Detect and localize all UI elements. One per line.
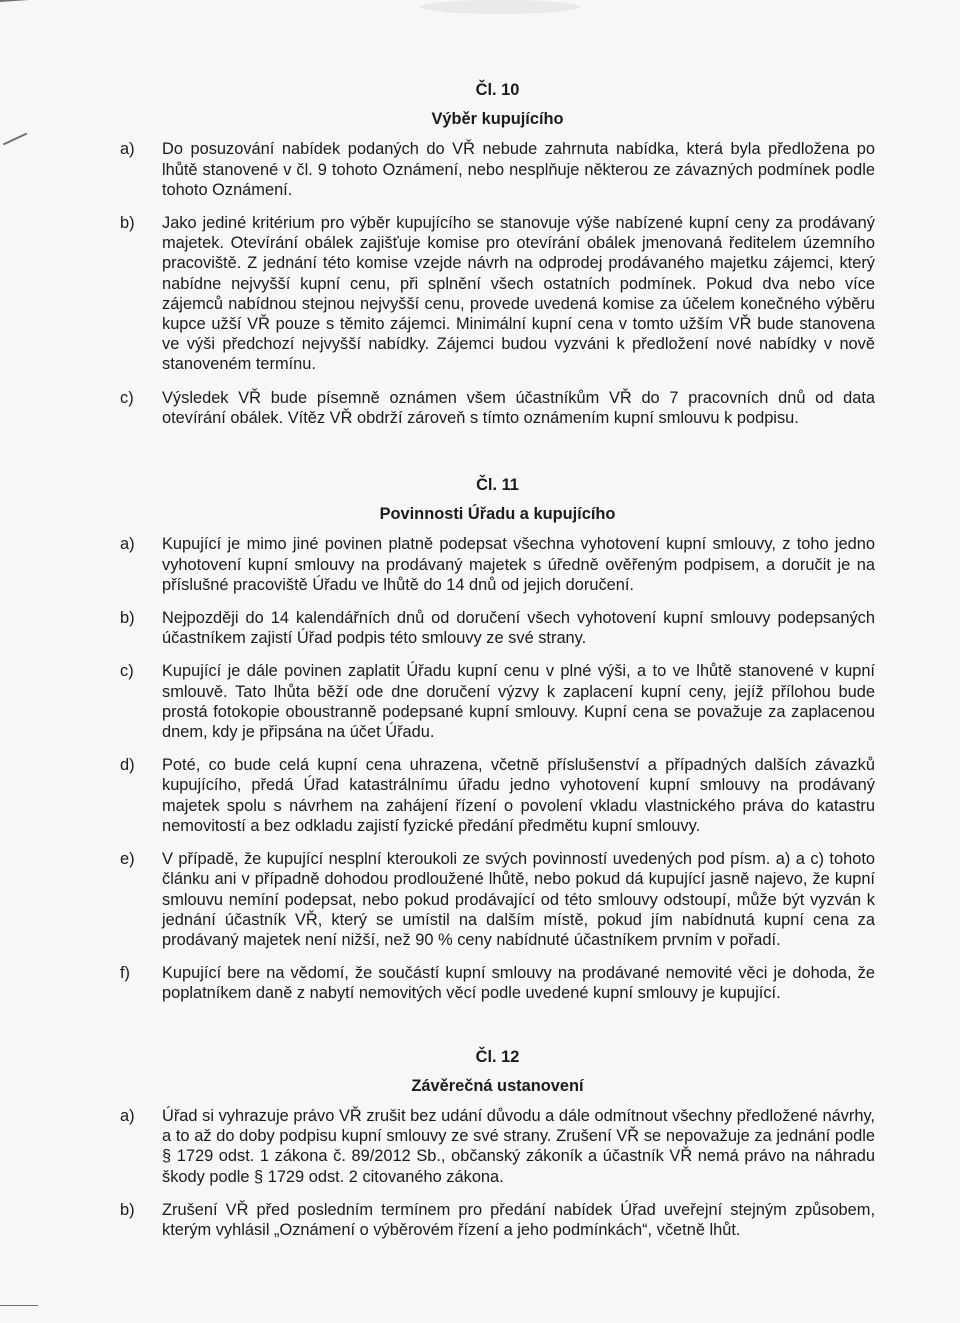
clause-text: Nejpozději do 14 kalendářních dnů od doručení všech vyhotovení kupní smlouvy podepsaných účastníkem zajistí Úřad podpis této smlouvy ze své strany. (162, 609, 875, 648)
article-title: Povinnosti Úřadu a kupujícího (379, 505, 616, 524)
clause-text: V případě, že kupující nesplní kteroukoli ze svých povinností uvedených pod písm. a) a c) tohoto článku ani v případně dohodou prodloužené lhůtě, nebo pokud dá kupující jasně najevo, že kupní smlouvu nemíní podepsat, nebo pokud prodávající od této smlouvy odstoupí, může být vyzván k jednání účastník VŘ, který se umístil na dalším místě, pokud jím nabídnutá kupní cena za prodávaný majetek není nižší, než 90 % ceny nabídnuté účastníkem prvním v pořadí. (162, 850, 875, 949)
clause-label: b) (120, 1200, 135, 1219)
clause (120, 963, 875, 1003)
clause (120, 1106, 875, 1187)
article-10 (120, 80, 875, 428)
clause (120, 849, 875, 950)
clause (120, 213, 875, 375)
clause-text: Do posuzování nabídek podaných do VŘ nebude zahrnuta nabídka, která byla předložena po lhůtě stanovené v čl. 9 tohoto Oznámení, nebo nesplňuje některou ze závazných podmínek podle tohoto Oznámení. (162, 140, 875, 199)
clause-text: Jako jediné kritérium pro výběr kupujícího se stanovuje výše nabízené kupní ceny za prodávaný majetek. Otevírání obálek zajišťuje komise pro otevírání obálek jmenovaná ředitelem územního pracoviště. Z jednání této komise vzejde návrh na odprodej prodávaného majetku zájemci, který nabídne nejvyšší kupní cenu, při splnění všech ostatních podmínek. Pokud dva nebo více zájemců nabídnou stejnou nejvyšší cenu, provede uvedená komise za účelem konečného výběru kupce užší VŘ pouze s těmito zájemci. Minimální kupní cena v tomto užším VŘ bude stanovena ve výši předchozí nejvyšší nabídky. Zájemci budou vyzváni k předložení nové nabídky v nově stanoveném termínu. (162, 214, 875, 374)
clause-text: Poté, co bude celá kupní cena uhrazena, včetně příslušenství a případných dalších závazků kupujícího, předá Úřad katastrálnímu úřadu jedno vyhotovení kupní smlouvy na prodávaný majetek spolu s návrhem na zahájení řízení o povolení vkladu vlastnického práva do katastru nemovitostí a bez odkladu zajistí fyzické předání předmětu kupní smlouvy. (162, 756, 875, 835)
clause (120, 1200, 875, 1240)
clause-text: Zrušení VŘ před posledním termínem pro předání nabídek Úřad uveřejní stejným způsobem, kterým vyhlásil „Oznámení o výběrovém řízení a jeho podmínkách“, včetně lhůt. (162, 1200, 875, 1239)
article-number: Čl. 11 (476, 476, 519, 495)
clause-label: e) (120, 850, 135, 869)
clause-text: Úřad si vyhrazuje právo VŘ zrušit bez udání důvodu a dále odmítnout všechny předložené návrhy, a to až do doby podpisu kupní smlouvy ze své strany. Zrušení VŘ se nepovažuje za jednání podle § 1729 odst. 1 zákona č. 89/2012 Sb., občanský zákoník a účastník VŘ nemá právo na náhradu škody podle § 1729 odst. 2 citovaného zákona. (162, 1106, 875, 1186)
clause-label: b) (120, 214, 135, 233)
scan-mark-left-edge (3, 133, 27, 146)
clause-text: Kupující je dále povinen zaplatit Úřadu kupní cenu v plné výši, a to ve lhůtě stanovené v kupní smlouvě. Tato lhůta běží ode dne doručení výzvy k zaplacení kupní ceny, jejíž přílohou bude prostá fotokopie oboustranně podepsané kupní smlouvy. Kupní cena se považuje za zaplacenou dnem, kdy je připsána na účet Úřadu. (162, 662, 875, 742)
clause (120, 661, 875, 742)
article-title: Závěrečná ustanovení (411, 1076, 584, 1095)
document-body (120, 80, 875, 1253)
clause-label: a) (120, 1106, 135, 1125)
article-12 (120, 1047, 875, 1241)
clause-text: Kupující bere na vědomí, že součástí kupní smlouvy na prodávané nemovité věci je dohoda, že poplatníkem daně z nabytí nemovitých věcí podle uvedené kupní smlouvy je kupující. (162, 964, 875, 1003)
scan-mark-bottom-left (0, 1305, 38, 1306)
clause-label: d) (120, 756, 135, 775)
article-11 (120, 475, 875, 1003)
scan-mark-top-left (0, 0, 110, 2)
clause-label: f) (120, 964, 131, 983)
clause-text: Kupující je mimo jiné povinen platně podepsat všechna vyhotovení kupní smlouvy, z toho jedno vyhotovení kupní smlouvy na prodávaný majetek s úředně ověřeným podpisem, a doručit je na příslušné pracoviště Úřadu ve lhůtě do 14 dnů od jejich doručení. (162, 535, 875, 594)
clause (120, 534, 875, 595)
clause-label: b) (120, 609, 135, 628)
clause-label: a) (120, 140, 135, 159)
clause (120, 388, 875, 428)
clause-label: c) (120, 662, 134, 681)
article-title: Výběr kupujícího (431, 110, 564, 129)
clause-label: a) (120, 535, 135, 554)
clause-label: c) (120, 388, 134, 407)
clause (120, 608, 875, 648)
article-number: Čl. 12 (475, 1047, 520, 1066)
scan-smudge-top (420, 0, 580, 14)
clause (120, 755, 875, 836)
clause-text: Výsledek VŘ bude písemně oznámen všem účastníkům VŘ do 7 pracovních dnů od data otevírání obálek. Vítěz VŘ obdrží zároveň s tímto oznámením kupní smlouvu k podpisu. (162, 388, 875, 427)
article-number: Čl. 10 (475, 81, 520, 99)
clause (120, 139, 875, 200)
